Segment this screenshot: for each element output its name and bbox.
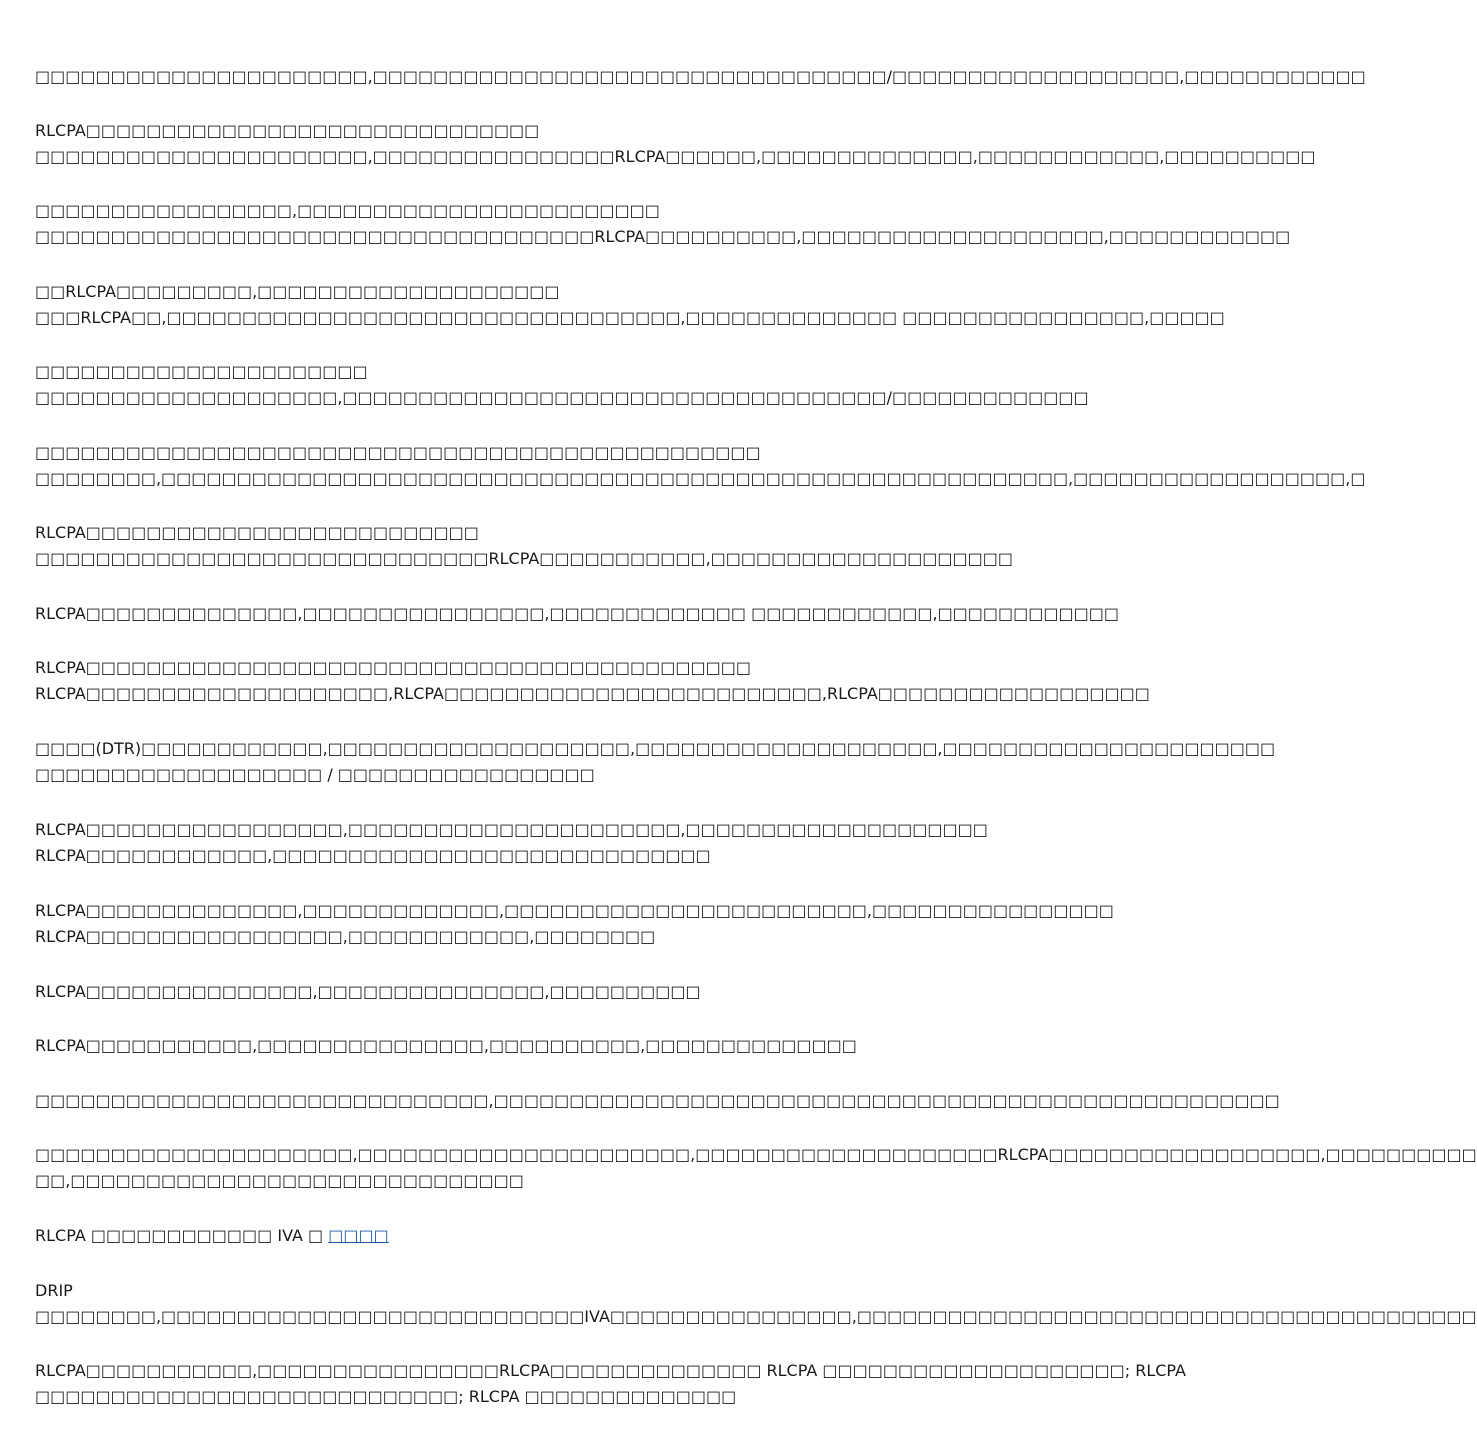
- paragraph-17: [35, 1223, 990, 1249]
- text-line: □□□RLCPA□□,□□□□□□□□□□□□□□□□□□□□□□□□□□□□□□□□□□,□□□□□□□□□□□□□□ □□□□□□□□□□□□□□□□,□□□□□: [35, 308, 1225, 327]
- paragraph-heading: □□□□□□□□□□□□□□□□□□□□□□: [35, 362, 368, 381]
- paragraph-heading: RLCPA□□□□□□□□□□□□□□□□□□□□□□□□□□: [35, 523, 479, 542]
- paragraph-heading: □□□□□□□□□□□□□□□□□,□□□□□□□□□□□□□□□□□□□□□□□□: [35, 201, 660, 220]
- paragraph-1: [35, 64, 1366, 90]
- paragraph-12: [35, 898, 1114, 950]
- paragraph-7: [35, 520, 1014, 572]
- link-lead-text: RLCPA □□□□□□□□□□□□ IVA □: [35, 1226, 329, 1245]
- text-line: □□□□□□□□□□□□□□□□□□□ / □□□□□□□□□□□□□□□□□: [35, 765, 595, 784]
- text-line: RLCPA□□□□□□□□□□□,□□□□□□□□□□□□□□□□RLCPA□□□□□□□□□□□□□□ RLCPA □□□□□□□□□□□□□□□□□□□□; RLCPA: [35, 1361, 1186, 1380]
- paragraph-10: [35, 736, 1276, 788]
- text-line: RLCPA□□□□□□□□□□□□□□,□□□□□□□□□□□□□,□□□□□□□□□□□□□□□□□□□□□□□□,□□□□□□□□□□□□□□□□: [35, 901, 1114, 920]
- paragraph-19: [35, 1358, 1186, 1410]
- paragraph-18: [35, 1278, 1477, 1330]
- text-line: RLCPA□□□□□□□□□□□□□□□□□,□□□□□□□□□□□□,□□□□□□□□: [35, 927, 656, 946]
- text-line: □□□□□□□□□□□□□□□□□□□□□□,□□□□□□□□□□□□□□□□□□□□□□□□□□□□□□□□□□/□□□□□□□□□□□□□□□□□□□,□□□□□□□□□□□□: [35, 67, 1366, 86]
- text-line: RLCPA□□□□□□□□□□□□□□□□□,□□□□□□□□□□□□□□□□□□□□□□,□□□□□□□□□□□□□□□□□□□□: [35, 820, 988, 839]
- paragraph-11: [35, 817, 990, 869]
- paragraph-2: [35, 118, 1316, 170]
- paragraph-heading: DRIP: [35, 1281, 73, 1300]
- text-line: □□□□□□□□□□□□□□□□□□□□□□□□□□□□□□,□□□□□□□□□□□□□□□□□□□□□□□□□□□□□□□□□□□□□□□□□□□□□□□□□□□□: [35, 1091, 1280, 1110]
- text-line: □□□□□□□□□□□□□□□□□□□□□□,□□□□□□□□□□□□□□□□RLCPA□□□□□□,□□□□□□□□□□□□□□,□□□□□□□□□□□□,□□□□□□□□□□: [35, 147, 1316, 166]
- paragraph-16: [35, 1142, 1477, 1194]
- paragraph-6: [35, 440, 1366, 492]
- text-line: □□□□□□□□□□□□□□□□□□□□□□□□□□□□□□RLCPA□□□□□□□□□□□,□□□□□□□□□□□□□□□□□□□□: [35, 549, 1014, 568]
- text-line: □□□□□□□□□□□□□□□□□□□□□□□□□□□□□□□□□□□□□RLCPA□□□□□□□□□□,□□□□□□□□□□□□□□□□□□□□,□□□□□□□□□□□□: [35, 227, 1291, 246]
- text-line: RLCPA□□□□□□□□□□□,□□□□□□□□□□□□□□□,□□□□□□□□□□,□□□□□□□□□□□□□□: [35, 1036, 857, 1055]
- paragraph-14: [35, 1033, 990, 1059]
- paragraph-9: [35, 655, 1150, 707]
- text-line: RLCPA□□□□□□□□□□□□□□,□□□□□□□□□□□□□□□□,□□□□□□□□□□□□□ □□□□□□□□□□□□,□□□□□□□□□□□□: [35, 604, 1119, 623]
- paragraph-8: [35, 601, 1119, 627]
- paragraph-13: [35, 979, 990, 1005]
- paragraph-heading: RLCPA□□□□□□□□□□□□□□□□□□□□□□□□□□□□□□□□□□□□□□□□□□□□: [35, 658, 751, 677]
- text-line: □□□□□□□□□□□□□□□□□□□□□□□□□□□□; RLCPA □□□□□□□□□□□□□□: [35, 1387, 737, 1406]
- text-line: RLCPA□□□□□□□□□□□□,□□□□□□□□□□□□□□□□□□□□□□□□□□□□□: [35, 846, 711, 865]
- paragraph-heading: □□RLCPA□□□□□□□□□,□□□□□□□□□□□□□□□□□□□□: [35, 282, 560, 301]
- text-line: RLCPA□□□□□□□□□□□□□□□□□□□□,RLCPA□□□□□□□□□□□□□□□□□□□□□□□□□,RLCPA□□□□□□□□□□□□□□□□□□: [35, 684, 1150, 703]
- paragraph-3: [35, 198, 1291, 250]
- text-line: RLCPA□□□□□□□□□□□□□□□,□□□□□□□□□□□□□□□,□□□□□□□□□□: [35, 982, 701, 1001]
- inline-link[interactable]: □□□□: [328, 1226, 389, 1245]
- text-line: □□□□(DTR)□□□□□□□□□□□□,□□□□□□□□□□□□□□□□□□□□,□□□□□□□□□□□□□□□□□□□□,□□□□□□□□□□□□□□□□□□□□□□: [35, 739, 1276, 758]
- text-line: □□□□□□□□,□□□□□□□□□□□□□□□□□□□□□□□□□□□□□□□□□□□□□□□□□□□□□□□□□□□□□□□□□□□□,□□□□□□□□□□□□□□□□□□,□: [35, 469, 1366, 488]
- text-line: □□,□□□□□□□□□□□□□□□□□□□□□□□□□□□□□□: [35, 1171, 524, 1190]
- text-line: □□□□□□□□□□□□□□□□□□□□□,□□□□□□□□□□□□□□□□□□□□□□,□□□□□□□□□□□□□□□□□□□□RLCPA□□□□□□□□□□□□□□□□□□,□□□□□□□□□□: [35, 1145, 1477, 1164]
- paragraph-heading: RLCPA□□□□□□□□□□□□□□□□□□□□□□□□□□□□□□: [35, 121, 540, 140]
- link-line: [35, 1223, 990, 1249]
- paragraph-5: [35, 359, 1089, 411]
- paragraph-heading: □□□□□□□□□□□□□□□□□□□□□□□□□□□□□□□□□□□□□□□□□□□□□□□□: [35, 443, 761, 462]
- text-line: □□□□□□□□□□□□□□□□□□□□,□□□□□□□□□□□□□□□□□□□□□□□□□□□□□□□□□□□□/□□□□□□□□□□□□□: [35, 388, 1089, 407]
- text-line: □□□□□□□□,□□□□□□□□□□□□□□□□□□□□□□□□□□□□IVA□□□□□□□□□□□□□□□□,□□□□□□□□□□□□□□□□□□□□□□□□□□□□□□□□□□□□□□□□□: [35, 1307, 1477, 1326]
- paragraph-15: [35, 1088, 1280, 1114]
- paragraph-4: [35, 279, 1225, 331]
